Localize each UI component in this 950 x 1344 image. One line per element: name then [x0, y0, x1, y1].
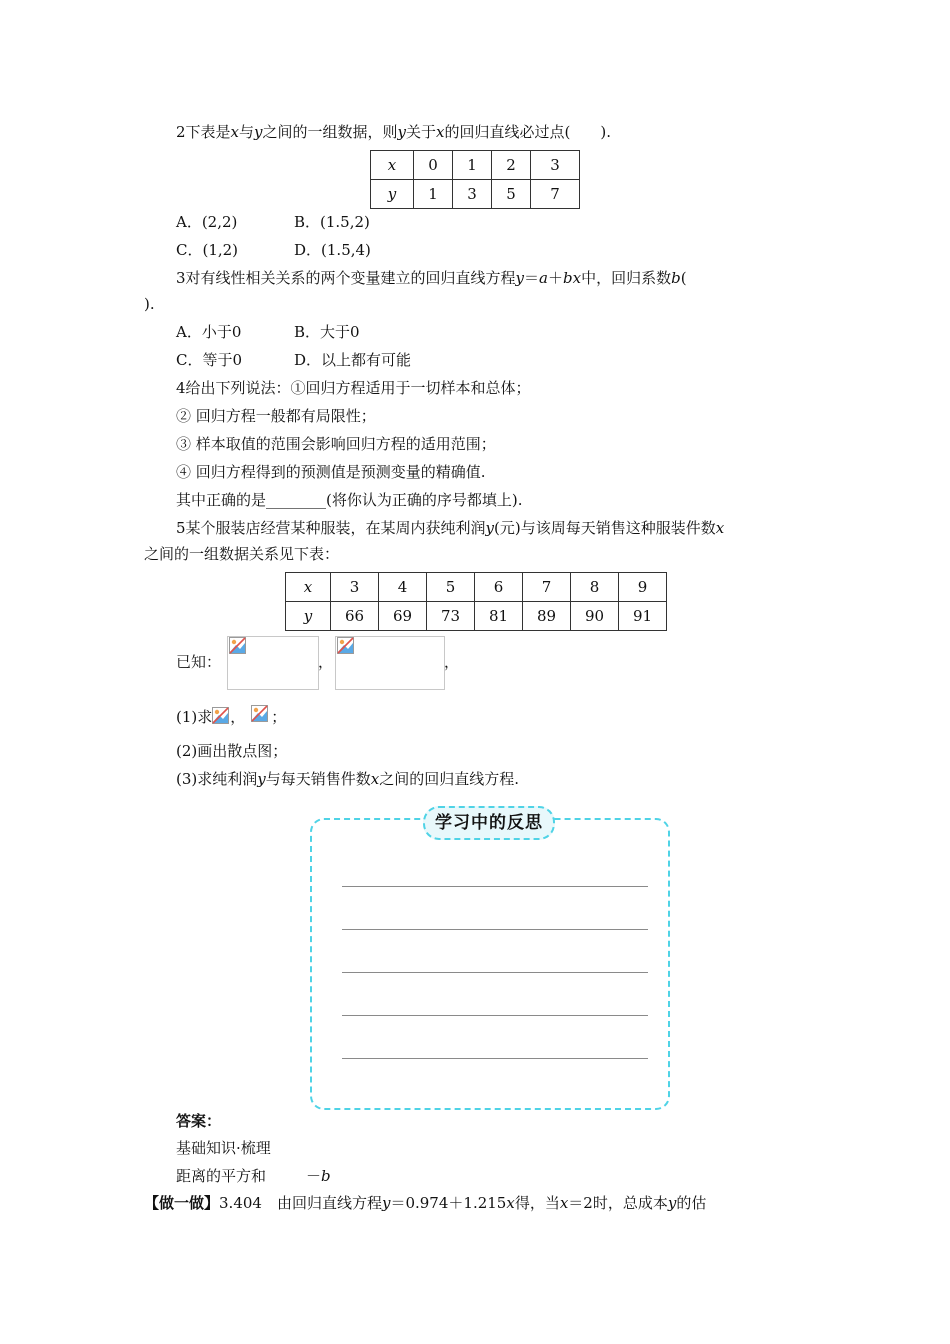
- table-cell: 3: [531, 151, 580, 180]
- answers-text4: 的估: [676, 1194, 707, 1212]
- table-cell: y: [371, 180, 414, 209]
- answers-text1: 3.404 由回归直线方程: [219, 1194, 382, 1212]
- q5-stem: [176, 517, 724, 539]
- answers-eq: ＝0.974＋1.215: [390, 1194, 507, 1212]
- q5-sub1-pre: (1)求: [176, 708, 213, 726]
- q2-options-row2: [176, 239, 371, 261]
- table-cell: 1: [414, 180, 453, 209]
- var-y: y: [254, 123, 263, 141]
- option-a: A．(2,2): [176, 213, 238, 231]
- plus-sign: ＋: [548, 269, 564, 287]
- minus-sign: －: [306, 1167, 322, 1185]
- q2-stem: [176, 121, 611, 143]
- answers-line2: [144, 1192, 706, 1214]
- q5-sub3-mid: 与每天销售件数: [265, 770, 371, 788]
- table-row: [286, 573, 667, 602]
- table-cell: 0: [414, 151, 453, 180]
- q5-sub1-sep: ，: [230, 708, 246, 726]
- table-cell: 6: [475, 573, 523, 602]
- table-row: [371, 180, 580, 209]
- writing-line: [342, 972, 648, 973]
- q5-sep2: ，: [444, 653, 460, 671]
- table-cell: 4: [379, 573, 427, 602]
- option-a: A．小于0: [176, 323, 242, 341]
- answers-line1-a: 距离的平方和: [176, 1167, 267, 1185]
- q3-stem-pre: 3对有线性相关关系的两个变量建立的回归直线方程: [176, 269, 516, 287]
- q5-sub2: (2)画出散点图；: [176, 742, 288, 760]
- q4-answer-line: 其中正确的是________(将你认为正确的序号都填上).: [176, 491, 523, 509]
- q4-stem: 4给出下列说法：①回归方程适用于一切样本和总体；: [176, 379, 531, 397]
- q5-table: [285, 572, 667, 631]
- var-x: x: [436, 123, 445, 141]
- q2-stem-mid2: 之间的一组数据，则: [262, 123, 398, 141]
- var-b: b: [671, 269, 681, 287]
- table-cell: 91: [619, 602, 667, 631]
- answers-text3: ＝2时，总成本: [568, 1194, 668, 1212]
- q3-stem-end: (: [680, 269, 687, 287]
- table-cell: x: [286, 573, 331, 602]
- table-cell: x: [371, 151, 414, 180]
- option-c: C．等于0: [176, 351, 243, 369]
- table-cell: 66: [331, 602, 379, 631]
- q3-stem-line2: ).: [144, 295, 155, 313]
- q2-stem-pre: 2下表是: [176, 123, 231, 141]
- reflection-box: [310, 818, 670, 1110]
- table-cell: 2: [492, 151, 531, 180]
- broken-image-icon: [251, 705, 268, 722]
- q3-options-row1: [176, 321, 360, 343]
- q4-item-2: ② 回归方程一般都有局限性；: [176, 407, 376, 425]
- q3-options-row2: [176, 349, 411, 371]
- answers-section: 基础知识·梳理: [176, 1139, 271, 1157]
- broken-image-icon: [212, 707, 229, 724]
- table-cell: 90: [571, 602, 619, 631]
- q5-stem-pre: 5某个服装店经营某种服装，在某周内获纯利润: [176, 519, 486, 537]
- option-c: C．(1,2): [176, 241, 239, 259]
- var-y: y: [381, 1194, 391, 1212]
- writing-line: [342, 1058, 648, 1059]
- var-bx: bx: [563, 269, 582, 287]
- q2-stem-mid1: 与: [239, 123, 255, 141]
- q5-sub3: [176, 768, 519, 790]
- var-y: y: [485, 519, 495, 537]
- var-y: y: [515, 269, 525, 287]
- q5-sep1: ，: [318, 653, 334, 671]
- option-b: B．(1.5,2): [294, 213, 370, 231]
- q3-stem-post: 中，回归系数: [581, 269, 672, 287]
- q5-stem-mid: (元)与该周每天销售这种服装件数: [494, 519, 716, 537]
- table-cell: 9: [619, 573, 667, 602]
- table-cell: y: [286, 602, 331, 631]
- answers-text2: 得，当: [514, 1194, 560, 1212]
- q2-table: [370, 150, 580, 209]
- q2-options-row1: [176, 211, 370, 233]
- q3-stem: [176, 267, 687, 289]
- table-cell: 1: [453, 151, 492, 180]
- q5-sub1-end: ；: [271, 708, 287, 726]
- option-d: D．以上都有可能: [294, 351, 412, 369]
- table-cell: 69: [379, 602, 427, 631]
- var-y: y: [667, 1194, 677, 1212]
- table-row: [286, 602, 667, 631]
- formula-image-placeholder: [212, 709, 230, 727]
- var-x: x: [230, 123, 240, 141]
- var-x: x: [506, 1194, 515, 1212]
- writing-line: [342, 929, 648, 930]
- q5-stem-line2: 之间的一组数据关系见下表：: [144, 545, 340, 563]
- table-cell: 73: [427, 602, 475, 631]
- var-x: x: [370, 770, 380, 788]
- writing-line: [342, 1015, 648, 1016]
- option-d: D．(1.5,4): [294, 241, 371, 259]
- table-cell: 8: [571, 573, 619, 602]
- q5-sub3-post: 之间的回归直线方程.: [379, 770, 519, 788]
- table-cell: 81: [475, 602, 523, 631]
- writing-line: [342, 886, 648, 887]
- q5-known-label: 已知：: [176, 653, 222, 671]
- table-cell: 7: [523, 573, 571, 602]
- var-y: y: [397, 123, 407, 141]
- table-cell: 7: [531, 180, 580, 209]
- table-cell: 3: [453, 180, 492, 209]
- q2-stem-post: 的回归直线必过点( ).: [444, 123, 611, 141]
- option-b: B．大于0: [294, 323, 360, 341]
- var-b: b: [321, 1167, 331, 1185]
- q2-stem-mid3: 关于: [406, 123, 437, 141]
- q4-item-3: ③ 样本取值的范围会影响回归方程的适用范围；: [176, 435, 496, 453]
- q5-sub1: [176, 706, 286, 728]
- reflection-title: 学习中的反思: [423, 806, 555, 840]
- var-x: x: [559, 1194, 569, 1212]
- broken-image-icon: [229, 637, 246, 654]
- formula-image-placeholder: [251, 709, 271, 727]
- var-y: y: [257, 770, 266, 788]
- table-row: [371, 151, 580, 180]
- answers-tag: 【做一做】: [144, 1194, 220, 1212]
- table-cell: 89: [523, 602, 571, 631]
- answers-line1: [176, 1165, 331, 1187]
- q5-sub3-pre: (3)求纯利润: [176, 770, 258, 788]
- table-cell: 5: [492, 180, 531, 209]
- var-a: a: [539, 269, 548, 287]
- var-x: x: [715, 519, 725, 537]
- equals-sign: ＝: [524, 269, 540, 287]
- table-cell: 5: [427, 573, 475, 602]
- answers-heading: 答案：: [176, 1112, 222, 1130]
- q4-item-4: ④ 回归方程得到的预测值是预测变量的精确值.: [176, 463, 486, 481]
- table-cell: 3: [331, 573, 379, 602]
- broken-image-icon: [337, 637, 354, 654]
